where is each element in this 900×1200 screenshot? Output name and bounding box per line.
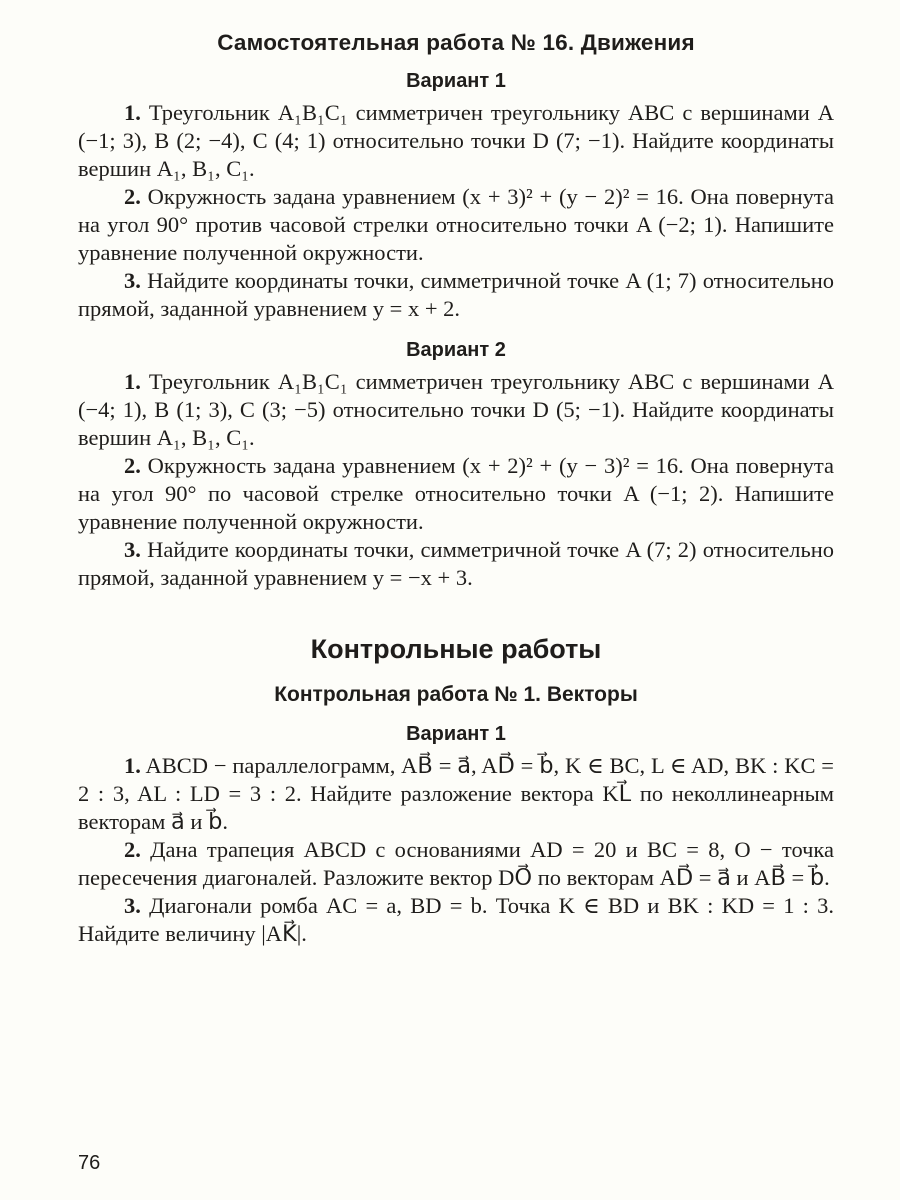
problem-item <box>78 536 834 592</box>
problem-item <box>78 452 834 536</box>
problem-text: Окружность задана уравнением (x + 2)² + (y − 3)² = 16. Она повернута на угол 90° по часовой стрелке относительно точки A (−1; 2). Напишите уравнение полученной окружности. <box>78 453 835 534</box>
problem-text: Диагонали ромба AC = a, BD = b. Точка K ∈ BD и BK : KD = 1 : 3. Найдите величину |AK⃗|. <box>78 893 834 946</box>
problem-text: Дана трапеция ABCD с основаниями AD = 20 и BC = 8, O − точка пересечения диагоналей. Разложите вектор DO⃗ по векторам AD⃗ = a⃗ и AB⃗ = b⃗. <box>78 837 835 890</box>
section-control-1 <box>78 683 834 948</box>
problem-item <box>78 836 834 892</box>
problem-text: ABCD − параллелограмм, AB⃗ = a⃗, AD⃗ = b⃗, K ∈ BC, L ∈ AD, BK : KC = 2 : 3, AL : LD = 3 : 2. Найдите разложение вектора KL⃗ по неколлинеарным векторам a⃗ и b⃗. <box>78 753 834 834</box>
problem-number: 3. <box>124 537 141 562</box>
control-variant-1 <box>78 723 834 948</box>
problem-number: 1. <box>124 100 141 125</box>
problem-item <box>78 267 834 323</box>
variant-title: Вариант 1 <box>406 70 506 92</box>
problem-number: 2. <box>124 184 141 209</box>
problem-item <box>78 752 834 836</box>
problem-item <box>78 183 834 267</box>
page-number: 76 <box>78 1152 101 1174</box>
problem-item <box>78 99 834 183</box>
problem-number: 3. <box>124 893 141 918</box>
section-title: Самостоятельная работа № 16. Движения <box>217 30 695 55</box>
variant-title: Вариант 1 <box>406 723 506 745</box>
problem-text: Треугольник A₁B₁C₁ симметричен треугольнику ABC с вершинами A (−1; 3), B (2; −4), C (4; 1) относительно точки D (7; −1). Найдите координаты вершин A₁, B₁, C₁. <box>78 100 834 181</box>
problem-item <box>78 368 834 452</box>
content <box>78 26 834 964</box>
problem-text: Найдите координаты точки, симметричной точке A (7; 2) относительно прямой, заданной уравнением y = −x + 3. <box>78 537 834 590</box>
variant-1 <box>78 70 834 323</box>
variant-title: Вариант 2 <box>406 339 506 361</box>
problem-text: Треугольник A₁B₁C₁ симметричен треугольнику ABC с вершинами A (−4; 1), B (1; 3), C (3; −5) относительно точки D (5; −1). Найдите координаты вершин A₁, B₁, C₁. <box>78 369 834 450</box>
problem-number: 1. <box>124 369 141 394</box>
problem-item <box>78 892 834 948</box>
problem-number: 1. <box>124 753 141 778</box>
control-works-heading: Контрольные работы <box>310 634 602 664</box>
problem-text: Окружность задана уравнением (x + 3)² + (y − 2)² = 16. Она повернута на угол 90° против часовой стрелки относительно точки A (−2; 1). Напишите уравнение полученной окружности. <box>78 184 835 265</box>
section-title: Контрольная работа № 1. Векторы <box>274 683 638 706</box>
problem-number: 2. <box>124 453 141 478</box>
problem-text: Найдите координаты точки, симметричной точке A (1; 7) относительно прямой, заданной уравнением y = x + 2. <box>78 268 834 321</box>
problem-number: 2. <box>124 837 141 862</box>
section-independent-16 <box>78 30 834 592</box>
problem-number: 3. <box>124 268 141 293</box>
variant-2 <box>78 339 834 592</box>
